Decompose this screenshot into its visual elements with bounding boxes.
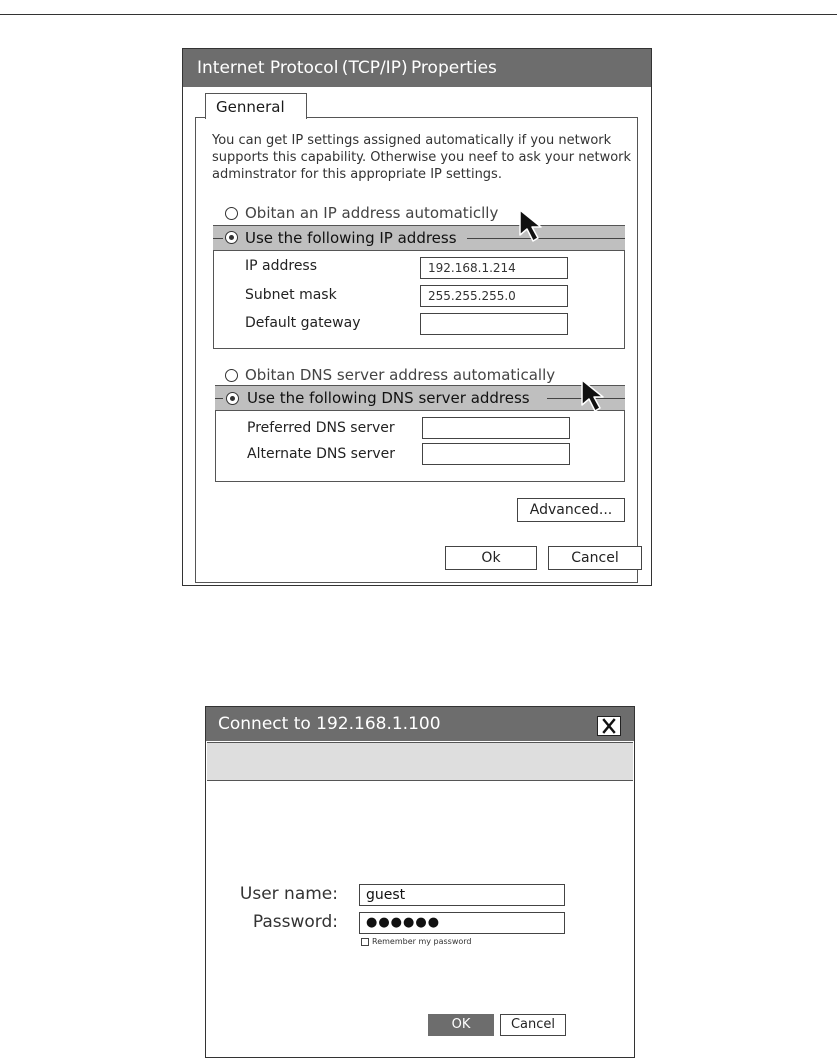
dialog-banner	[207, 742, 633, 781]
ip-manual-label: Use the following IP address	[245, 229, 457, 247]
password-input[interactable]: ●●●●●●	[359, 912, 565, 934]
tcp-dialog-title: Internet Protocol (TCP/IP) Properties	[183, 49, 651, 87]
cancel-button[interactable]: Cancel	[548, 546, 642, 570]
ok-button[interactable]: Ok	[445, 546, 537, 570]
subnet-mask-input[interactable]: 255.255.255.0	[420, 285, 568, 307]
ip-address-input[interactable]: 192.168.1.214	[420, 257, 568, 279]
dns-auto-label: Obitan DNS server address automatically	[245, 366, 556, 384]
default-gateway-label: Default gateway	[245, 315, 361, 331]
username-label: User name:	[239, 884, 338, 904]
connect-dialog-title: Connect to 192.168.1.100	[206, 707, 634, 741]
mouse-pointer-icon	[517, 207, 547, 243]
ip-band-line-left	[213, 238, 223, 239]
intro-text: You can get IP settings assigned automatically if you network supports this capability. Otherwise you neef to ask your network adminstrator for this appropriate IP settings.	[212, 133, 632, 182]
advanced-button[interactable]: Advanced...	[517, 498, 625, 522]
alternate-dns-label: Alternate DNS server	[247, 446, 395, 462]
username-input[interactable]: guest	[359, 884, 565, 906]
dns-manual-radio[interactable]	[226, 392, 239, 405]
tcp-ip-properties-dialog	[182, 48, 652, 586]
preferred-dns-input[interactable]	[422, 417, 570, 439]
mouse-pointer-icon	[579, 377, 609, 413]
dns-auto-radio[interactable]	[225, 369, 238, 382]
close-icon	[598, 717, 620, 735]
subnet-mask-label: Subnet mask	[245, 287, 337, 303]
page-top-rule	[0, 14, 837, 15]
close-button[interactable]	[597, 716, 621, 736]
ip-address-label: IP address	[245, 258, 318, 274]
preferred-dns-label: Preferred DNS server	[247, 420, 395, 436]
ip-manual-radio[interactable]	[225, 231, 238, 244]
remember-password-label: Remember my password	[372, 937, 472, 946]
default-gateway-input[interactable]	[420, 313, 568, 335]
dns-band-line-left	[215, 398, 223, 399]
ip-auto-label: Obitan an IP address automaticlly	[245, 204, 499, 222]
tab-general[interactable]: Genneral	[205, 93, 307, 119]
connect-cancel-button[interactable]: Cancel	[500, 1014, 566, 1036]
alternate-dns-input[interactable]	[422, 443, 570, 465]
connect-ok-button[interactable]: OK	[428, 1014, 494, 1036]
remember-password-checkbox[interactable]	[361, 938, 369, 946]
password-label: Password:	[252, 912, 338, 932]
dns-manual-label: Use the following DNS server address	[247, 389, 530, 407]
ip-auto-radio[interactable]	[225, 207, 238, 220]
connect-dialog	[205, 706, 635, 1058]
